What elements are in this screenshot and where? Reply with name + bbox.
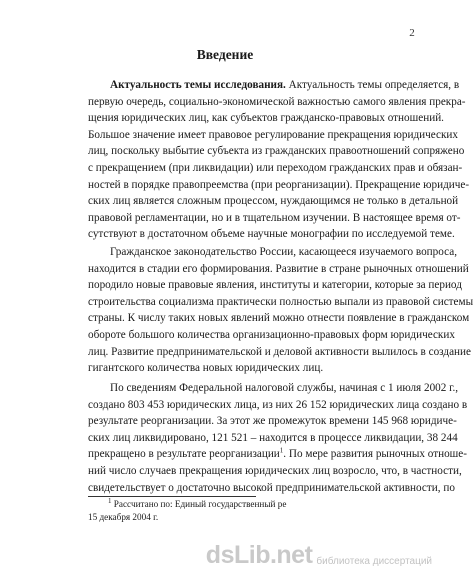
paragraph-line: По сведениям Федеральной налоговой службы, начиная с 1 июля 2002 г., <box>110 382 459 394</box>
footnote-number: 1 <box>108 496 112 505</box>
paragraph-line: Актуальность темы исследования. Актуальность темы определяется, в <box>110 79 460 91</box>
paragraph-line: свидетельствует о достаточно высокой предпринимательской активности, по <box>88 481 455 494</box>
paragraph-line: строительства социализма практически полностью выпали из правовой системы <box>88 295 473 308</box>
paragraph-line: первую очередь, социально-экономической важностью самого явления прекра- <box>88 95 466 108</box>
watermark-caption: библиотека диссертаций <box>316 556 432 567</box>
paragraph-line: прекращено в результате реорганизации$^1$. По мере развития рыночных отноше- <box>88 446 467 461</box>
paragraph-line: Большое значение имеет правовое регулирование прекращения юридических <box>88 128 458 141</box>
paragraph-legislation <box>88 244 473 377</box>
paragraph-line: находится в стадии его формирования. Развитие в стране рыночных отношений <box>88 262 469 275</box>
paragraph-line: создано 803 453 юридических лица, из них 26 152 юридических лица создано в <box>88 398 468 411</box>
paragraph-line: ностей в порядке правопреемства (при реорганизации). Прекращение юридиче- <box>88 178 470 191</box>
footnote-reference[interactable]: 1 <box>279 446 284 455</box>
paragraph-line: лиц, поскольку выбытие субъекта из гражданских правоотношений сопряжено <box>88 145 465 158</box>
page-number: 2 <box>409 27 415 39</box>
footnote <box>88 498 418 524</box>
paragraph-line: страны. К числу таких новых явлений можно отнести появление в гражданском <box>88 312 470 325</box>
paragraph-relevance <box>88 77 470 243</box>
footnote-line: 15 декабря 2004 г. <box>88 512 159 522</box>
paragraph-line: правовой регламентации, но и в тщательном изучении. В настоящее время от- <box>88 211 461 224</box>
lead-heading: Актуальность темы исследования. <box>110 79 286 91</box>
paragraph-line: результате реорганизации. За этот же промежуток времени 145 968 юридиче- <box>88 415 457 428</box>
paragraph-line: Гражданское законодательство России, касающееся изучаемого вопроса, <box>110 246 458 258</box>
paragraph-line: породило новые правовые явления, институты и категории, которые за период <box>88 279 462 292</box>
paragraph-line: лиц. Развитие предпринимательской и деловой активности вылилось в создание <box>88 345 471 358</box>
paragraph-line: с прекращением (при ликвидации) или переходом гражданских прав и обязан- <box>88 161 463 174</box>
paragraph-line: ских лиц является сложным процессом, нуждающимся не только в детальной <box>88 195 459 208</box>
paragraph-line: щения юридических лиц, как субъектов гражданско-правовых отношений. <box>88 112 444 125</box>
paragraph-line: сутствуют в достаточном объеме научные монографии по исследуемой теме. <box>88 228 455 241</box>
paragraph-statistics <box>88 380 468 496</box>
watermark-logo: dsLib.net <box>205 541 313 569</box>
watermark <box>206 541 432 570</box>
page-title: Введение <box>196 47 254 62</box>
paragraph-line: ских лиц ликвидировано, 121 521 – находится в процессе ликвидации, 38 244 <box>88 431 458 444</box>
paragraph-line: обороте большого количества организационно-правовых форм юридических <box>88 328 455 341</box>
paragraph-line: гигантского количества новых юридических лиц. <box>88 362 324 375</box>
paragraph-line: ний число случаев прекращения юридических лиц возросло, что, в частности, <box>88 464 462 477</box>
footnote-divider <box>88 496 256 497</box>
footnote-line: $^1$ Рассчитано по: Единый государственный ре <box>108 496 287 509</box>
